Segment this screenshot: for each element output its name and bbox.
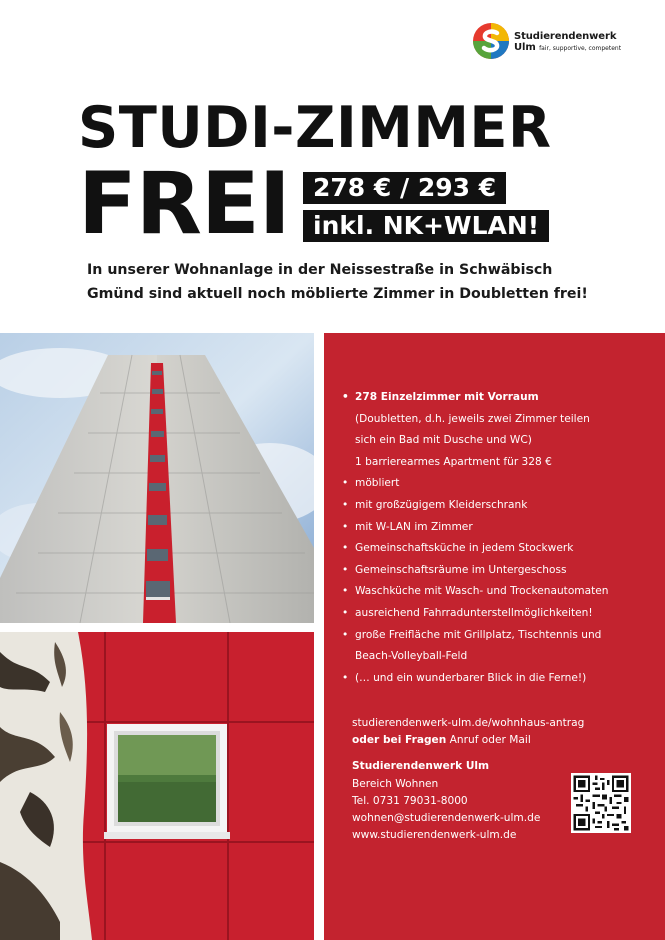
list-item: 1 barrierearmes Apartment für 328 € <box>355 455 552 468</box>
list-item: • mit W-LAN im Zimmer <box>340 517 660 539</box>
bullet-icon: • <box>342 563 349 576</box>
price-badge: 278 € / 293 € <box>303 172 506 204</box>
intro-line-2: Gmünd sind aktuell noch möblierte Zimmer in Doubletten frei! <box>87 286 588 302</box>
application-link[interactable]: studierendenwerk-ulm.de/wohnhaus-antrag <box>352 717 585 729</box>
tower-illustration <box>0 333 314 623</box>
list-item: • Gemeinschaftsküche in jedem Stockwerk <box>340 538 660 560</box>
website-link[interactable]: www.studierendenwerk-ulm.de <box>352 829 517 842</box>
tower-photo <box>0 333 314 623</box>
list-item: sich ein Bad mit Dusche und WC) <box>355 434 532 447</box>
window-photo <box>0 632 314 940</box>
logo-tagline: fair, supportive, competent <box>539 45 622 52</box>
list-item: • 278 Einzelzimmer mit Vorraum <box>340 387 660 409</box>
bullet-icon: • <box>342 671 349 684</box>
department: Bereich Wohnen <box>352 777 439 790</box>
info-panel <box>324 333 665 940</box>
qr-code-icon[interactable] <box>571 773 631 833</box>
list-item: • mit großzügigem Kleiderschrank <box>340 495 660 517</box>
list-item: • möbliert <box>340 473 660 495</box>
list-item: Beach-Volleyball-Feld <box>355 650 468 663</box>
bullet-icon: • <box>342 585 349 598</box>
window-illustration <box>0 632 314 940</box>
bullet-icon: • <box>342 542 349 555</box>
phone-number[interactable]: Tel. 0731 79031-8000 <box>352 794 468 807</box>
bullet-icon: • <box>342 606 349 619</box>
headline-frei: FREI <box>78 154 290 254</box>
list-item: • große Freifläche mit Grillplatz, Tischtennis und <box>340 625 660 647</box>
email-link[interactable]: wohnen@studierendenwerk-ulm.de <box>352 812 541 825</box>
bullet-icon: • <box>342 391 349 403</box>
list-item: • ausreichend Fahrradunterstellmöglichkeiten! <box>340 603 660 625</box>
list-item: • (… und ein wunderbarer Blick in die Ferne!) <box>340 668 660 690</box>
brand-logo <box>472 22 652 62</box>
bullet-icon: • <box>342 628 349 641</box>
logo-city: Ulm <box>514 42 536 53</box>
questions-line: oder bei Fragen Anruf oder Mail <box>352 734 531 747</box>
bullet-icon: • <box>342 477 349 490</box>
bullet-icon: • <box>342 520 349 533</box>
list-item: (Doubletten, d.h. jeweils zwei Zimmer teilen <box>355 412 590 425</box>
logo-name: Studierendenwerk <box>514 31 617 42</box>
logo-wordmark <box>514 31 621 54</box>
org-name: Studierendenwerk Ulm <box>352 760 490 773</box>
studierendenwerk-logo-icon <box>472 22 510 60</box>
feature-list <box>340 387 660 689</box>
contact-block <box>352 715 584 844</box>
intro-text <box>87 258 627 306</box>
price-note-badge: inkl. NK+WLAN! <box>303 210 549 242</box>
list-item: • Waschküche mit Wasch- und Trockenautomaten <box>340 581 660 603</box>
list-item: • Gemeinschaftsräume im Untergeschoss <box>340 560 660 582</box>
headline-studi-zimmer: STUDI-ZIMMER <box>78 95 552 161</box>
bullet-icon: • <box>342 498 349 511</box>
intro-line-1: In unserer Wohnanlage in der Neissestraße in Schwäbisch <box>87 262 553 278</box>
